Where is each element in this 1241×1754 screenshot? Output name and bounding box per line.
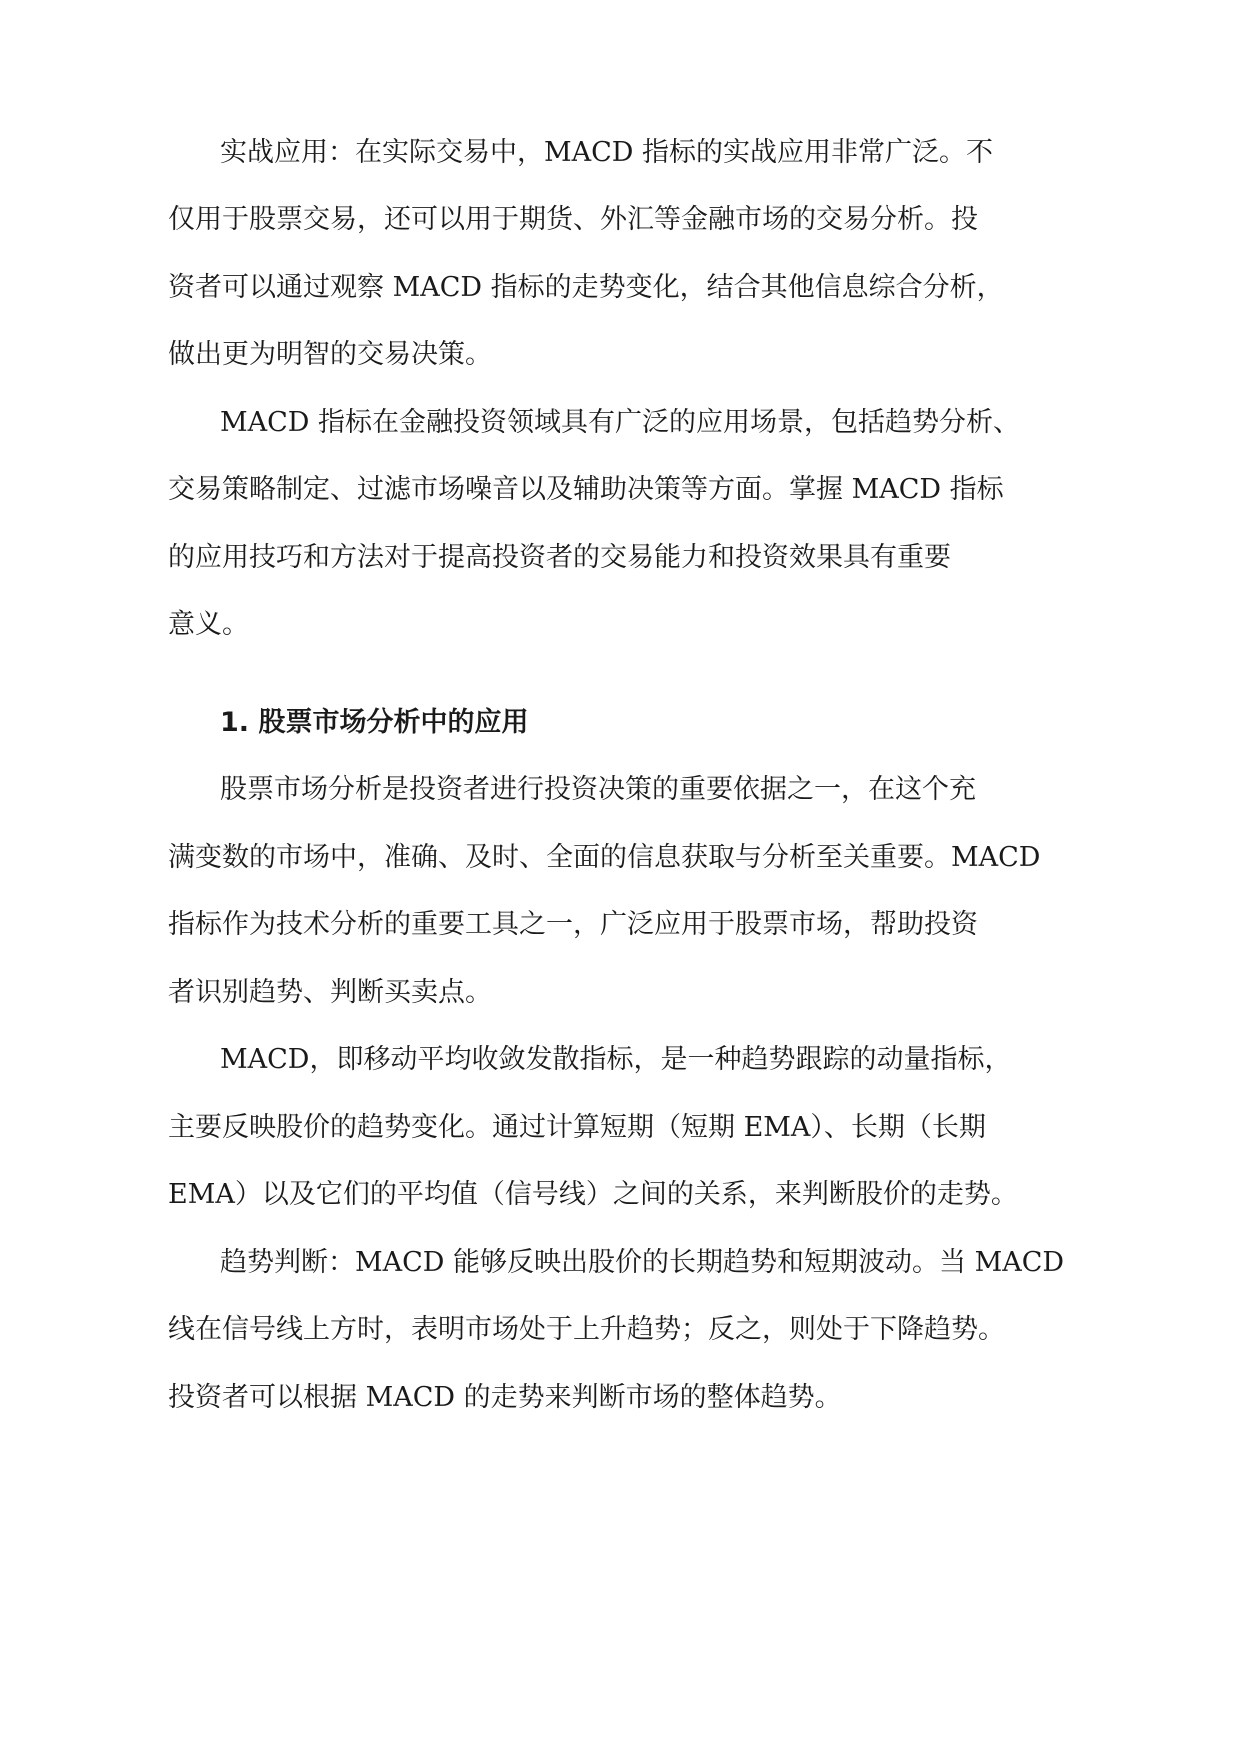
paragraph-4-line-3: EMA）以及它们的平均值（信号线）之间的关系，来判断股价的走势。 xyxy=(168,1179,1018,1210)
paragraph-1-line-3: 资者可以通过观察 MACD 指标的走势变化，结合其他信息综合分析， xyxy=(168,272,1004,303)
paragraph-3-line-2: 满变数的市场中，准确、及时、全面的信息获取与分析至关重要。MACD xyxy=(168,842,1041,873)
paragraph-2-line-2: 交易策略制定、过滤市场噪音以及辅助决策等方面。掌握 MACD 指标 xyxy=(168,474,1004,505)
paragraph-2-line-3: 的应用技巧和方法对于提高投资者的交易能力和投资效果具有重要 xyxy=(168,542,951,573)
paragraph-1-line-2: 仅用于股票交易，还可以用于期货、外汇等金融市场的交易分析。投 xyxy=(168,204,978,235)
paragraph-5-line-3: 投资者可以根据 MACD 的走势来判断市场的整体趋势。 xyxy=(168,1382,842,1413)
paragraph-4-line-2: 主要反映股价的趋势变化。通过计算短期（短期 EMA）、长期（长期 xyxy=(168,1112,986,1143)
paragraph-2-line-1: MACD 指标在金融投资领域具有广泛的应用场景，包括趋势分析、 xyxy=(220,407,1021,438)
paragraph-5-line-2: 线在信号线上方时，表明市场处于上升趋势；反之，则处于下降趋势。 xyxy=(168,1314,1005,1345)
section-heading: 1. 股票市场分析中的应用 xyxy=(220,707,529,738)
paragraph-5-line-1: 趋势判断：MACD 能够反映出股价的长期趋势和短期波动。当 MACD xyxy=(220,1247,1065,1278)
paragraph-1-line-1: 实战应用：在实际交易中，MACD 指标的实战应用非常广泛。不 xyxy=(220,137,994,168)
paragraph-2-line-4: 意义。 xyxy=(168,609,249,640)
paragraph-4-line-1: MACD，即移动平均收敛发散指标，是一种趋势跟踪的动量指标， xyxy=(220,1044,1012,1075)
paragraph-1-line-4: 做出更为明智的交易决策。 xyxy=(168,339,492,370)
paragraph-3-line-4: 者识别趋势、判断买卖点。 xyxy=(168,977,492,1008)
paragraph-3-line-1: 股票市场分析是投资者进行投资决策的重要依据之一，在这个充 xyxy=(220,774,976,805)
paragraph-3-line-3: 指标作为技术分析的重要工具之一，广泛应用于股票市场，帮助投资 xyxy=(168,909,978,940)
